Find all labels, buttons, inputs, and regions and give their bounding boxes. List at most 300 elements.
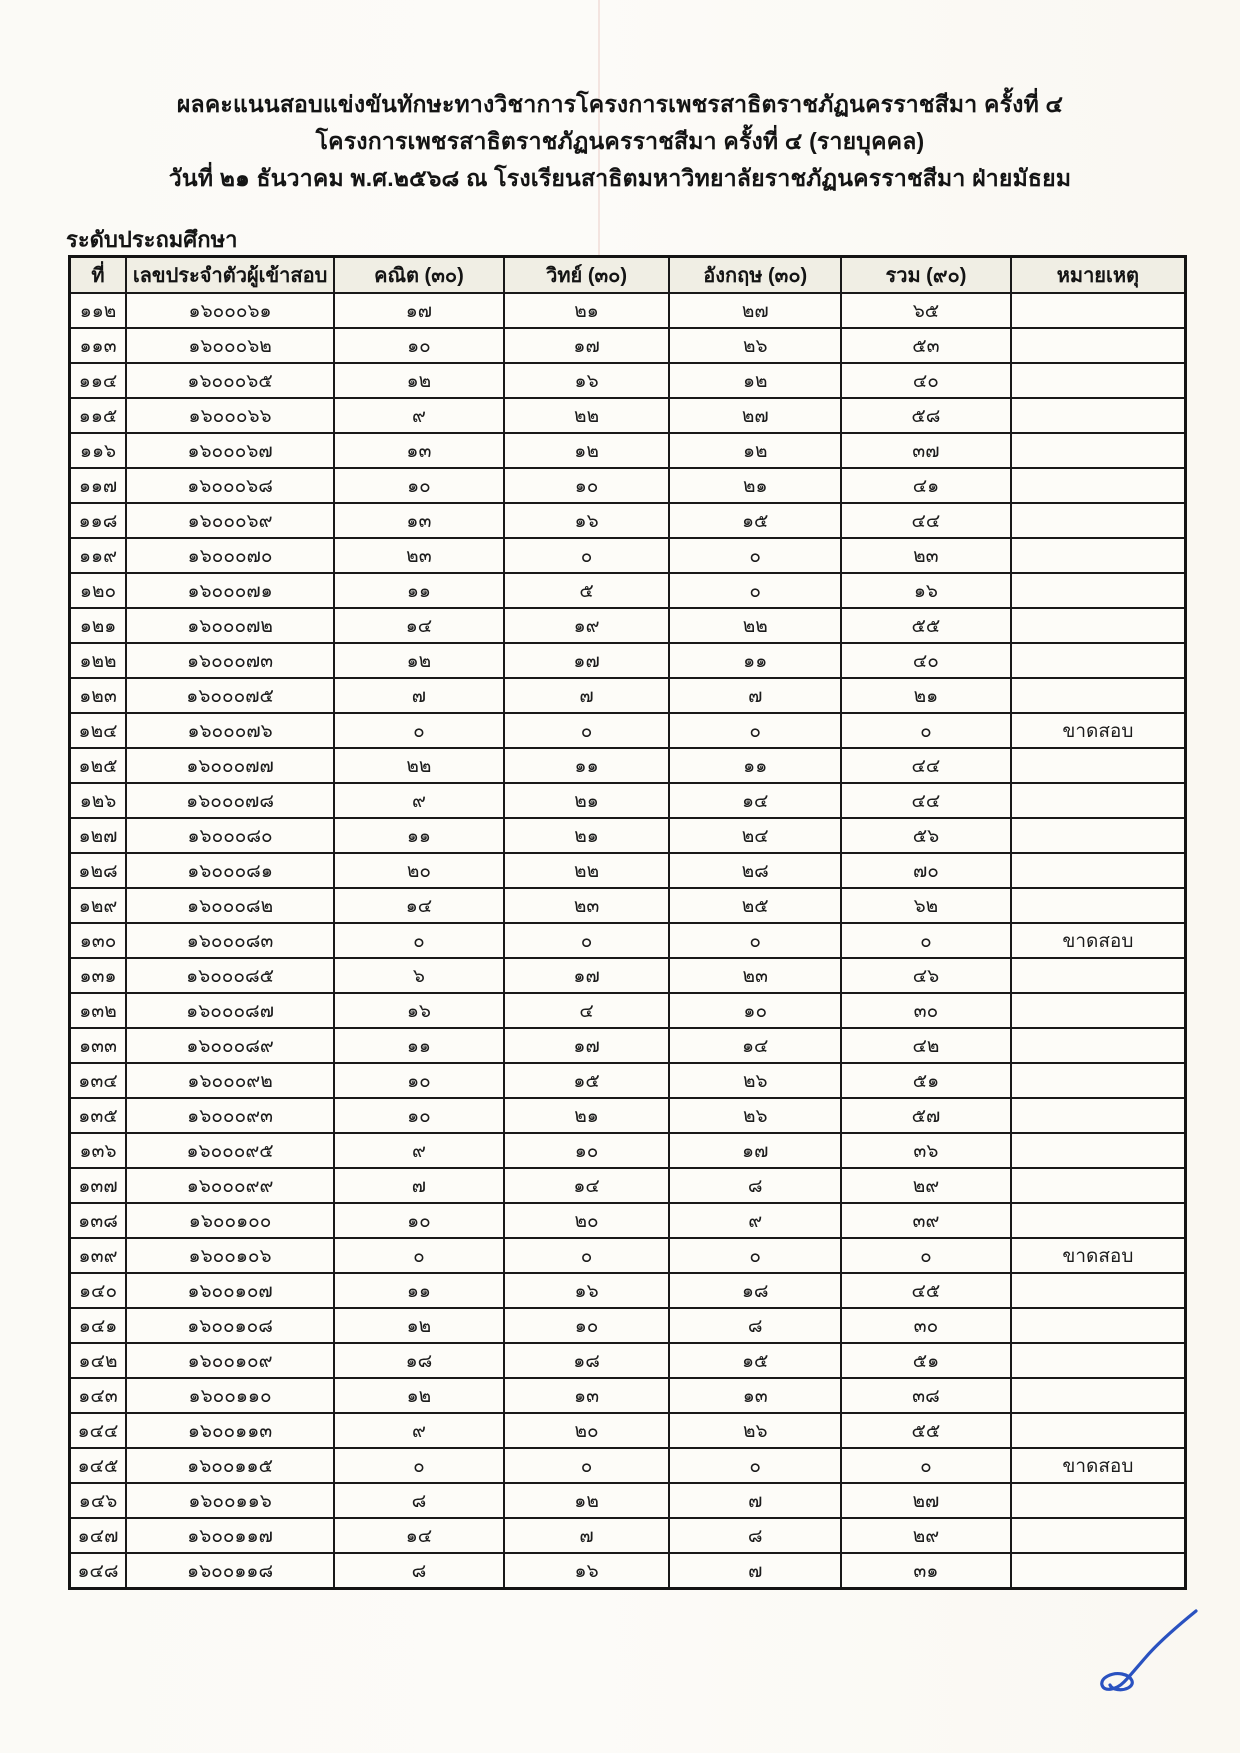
table-row xyxy=(70,1063,1186,1098)
score-cell: ๑๒๙ xyxy=(70,888,127,923)
score-cell: ๘ xyxy=(669,1168,841,1203)
score-cell: ๒๗ xyxy=(669,293,841,328)
score-cell: ๗ xyxy=(504,1518,670,1553)
score-cell: ๗ xyxy=(669,678,841,713)
score-cell: ๑๒ xyxy=(669,433,841,468)
score-cell: ๑๖ xyxy=(504,1273,670,1308)
score-cell: ๐ xyxy=(334,1448,504,1483)
table-row xyxy=(70,398,1186,433)
header-cell-2: คณิต (๓๐) xyxy=(334,257,504,294)
remark-cell xyxy=(1011,1378,1186,1413)
score-cell: ๑๒๖ xyxy=(70,783,127,818)
table-row xyxy=(70,713,1186,748)
table-row xyxy=(70,783,1186,818)
score-cell: ๑๖๐๐๐๙๕ xyxy=(126,1133,334,1168)
score-cell: ๐ xyxy=(841,1238,1011,1273)
score-cell: ๑๔๐ xyxy=(70,1273,127,1308)
remark-cell xyxy=(1011,538,1186,573)
score-cell: ๑๐ xyxy=(504,1308,670,1343)
remark-cell xyxy=(1011,328,1186,363)
score-cell: ๕๓ xyxy=(841,328,1011,363)
remark-cell xyxy=(1011,818,1186,853)
score-cell: ๑๒๗ xyxy=(70,818,127,853)
score-cell: ๑๑๗ xyxy=(70,468,127,503)
score-table-body xyxy=(70,293,1186,1589)
score-cell: ๒๖ xyxy=(669,1413,841,1448)
score-cell: ๕๗ xyxy=(841,1098,1011,1133)
score-cell: ๑๔๓ xyxy=(70,1378,127,1413)
score-cell: ๑๔๔ xyxy=(70,1413,127,1448)
remark-cell xyxy=(1011,1098,1186,1133)
score-cell: ๒๙ xyxy=(841,1168,1011,1203)
remark-cell xyxy=(1011,608,1186,643)
remark-cell xyxy=(1011,573,1186,608)
section-label: ระดับประถมศึกษา xyxy=(66,227,238,252)
table-row xyxy=(70,538,1186,573)
score-cell: ๑๔๒ xyxy=(70,1343,127,1378)
score-cell: ๒๘ xyxy=(669,853,841,888)
score-cell: ๑๖๐๐๑๐๘ xyxy=(126,1308,334,1343)
score-cell: ๑๗ xyxy=(334,293,504,328)
score-cell: ๑๖๐๐๐๗๗ xyxy=(126,748,334,783)
remark-cell xyxy=(1011,1343,1186,1378)
remark-cell: ขาดสอบ xyxy=(1011,1238,1186,1273)
score-cell: ๔๐ xyxy=(841,643,1011,678)
document-header xyxy=(0,86,1240,197)
score-cell: ๑๒ xyxy=(334,1378,504,1413)
score-cell: ๔๔ xyxy=(841,503,1011,538)
table-row xyxy=(70,1238,1186,1273)
score-cell: ๑๖๐๐๑๐๙ xyxy=(126,1343,334,1378)
score-cell: ๑๓๖ xyxy=(70,1133,127,1168)
table-row xyxy=(70,958,1186,993)
score-cell: ๒๑ xyxy=(504,1098,670,1133)
table-row xyxy=(70,468,1186,503)
table-row xyxy=(70,923,1186,958)
score-cell: ๑๘ xyxy=(669,1273,841,1308)
score-cell: ๒๐ xyxy=(504,1203,670,1238)
score-cell: ๖ xyxy=(334,958,504,993)
score-cell: ๑๓๙ xyxy=(70,1238,127,1273)
score-cell: ๔๕ xyxy=(841,1273,1011,1308)
score-cell: ๑๖๐๐๐๘๗ xyxy=(126,993,334,1028)
score-cell: ๑๙ xyxy=(504,608,670,643)
score-cell: ๒๕ xyxy=(669,888,841,923)
score-cell: ๒๑ xyxy=(504,293,670,328)
score-cell: ๔๖ xyxy=(841,958,1011,993)
score-cell: ๑๔ xyxy=(334,608,504,643)
remark-cell xyxy=(1011,363,1186,398)
score-cell: ๑๕ xyxy=(669,1343,841,1378)
score-cell: ๒๓ xyxy=(334,538,504,573)
score-cell: ๔๔ xyxy=(841,748,1011,783)
score-cell: ๑๖๐๐๐๖๗ xyxy=(126,433,334,468)
score-cell: ๑๑ xyxy=(669,748,841,783)
score-cell: ๑๐ xyxy=(504,1133,670,1168)
score-cell: ๕๕ xyxy=(841,608,1011,643)
remark-cell xyxy=(1011,293,1186,328)
score-cell: ๑๓๕ xyxy=(70,1098,127,1133)
score-cell: ๙ xyxy=(334,1133,504,1168)
table-row xyxy=(70,328,1186,363)
score-cell: ๑๖๐๐๐๘๑ xyxy=(126,853,334,888)
score-cell: ๓๑ xyxy=(841,1553,1011,1589)
table-row xyxy=(70,503,1186,538)
score-cell: ๑๖๐๐๑๑๐ xyxy=(126,1378,334,1413)
score-cell: ๑๖ xyxy=(504,363,670,398)
score-cell: ๔๑ xyxy=(841,468,1011,503)
score-cell: ๑๒ xyxy=(504,433,670,468)
score-cell: ๑๑ xyxy=(334,1273,504,1308)
score-cell: ๑๖๐๐๐๗๖ xyxy=(126,713,334,748)
score-cell: ๑๖๐๐๐๗๕ xyxy=(126,678,334,713)
score-cell: ๑๖๐๐๑๑๓ xyxy=(126,1413,334,1448)
score-cell: ๑๖๐๐๐๘๒ xyxy=(126,888,334,923)
score-cell: ๑๓๐ xyxy=(70,923,127,958)
score-cell: ๑๑๕ xyxy=(70,398,127,433)
score-cell: ๑๑๒ xyxy=(70,293,127,328)
score-cell: ๑๓ xyxy=(334,433,504,468)
score-cell: ๓๗ xyxy=(841,433,1011,468)
score-cell: ๑๖๐๐๑๑๗ xyxy=(126,1518,334,1553)
score-cell: ๑๖ xyxy=(334,993,504,1028)
score-cell: ๑๒๘ xyxy=(70,853,127,888)
score-cell: ๕ xyxy=(504,573,670,608)
score-cell: ๙ xyxy=(669,1203,841,1238)
score-cell: ๑๒๔ xyxy=(70,713,127,748)
score-cell: ๑๖๐๐๐๗๐ xyxy=(126,538,334,573)
score-cell: ๑๔๕ xyxy=(70,1448,127,1483)
score-cell: ๑๕ xyxy=(669,503,841,538)
score-cell: ๑๖๐๐๐๗๑ xyxy=(126,573,334,608)
score-cell: ๐ xyxy=(504,1448,670,1483)
table-row xyxy=(70,748,1186,783)
score-cell: ๑๓๘ xyxy=(70,1203,127,1238)
remark-cell xyxy=(1011,433,1186,468)
score-cell: ๓๘ xyxy=(841,1378,1011,1413)
table-row xyxy=(70,433,1186,468)
table-row xyxy=(70,1168,1186,1203)
remark-cell xyxy=(1011,678,1186,713)
remark-cell xyxy=(1011,1553,1186,1589)
table-row xyxy=(70,1308,1186,1343)
table-row xyxy=(70,1518,1186,1553)
remark-cell xyxy=(1011,1133,1186,1168)
score-cell: ๐ xyxy=(669,573,841,608)
table-row xyxy=(70,818,1186,853)
score-cell: ๘ xyxy=(334,1483,504,1518)
score-cell: ๑๓ xyxy=(334,503,504,538)
score-cell: ๓๙ xyxy=(841,1203,1011,1238)
score-cell: ๑๒ xyxy=(669,363,841,398)
score-cell: ๑๗ xyxy=(504,328,670,363)
remark-cell xyxy=(1011,1483,1186,1518)
table-row xyxy=(70,1413,1186,1448)
score-cell: ๖๕ xyxy=(841,293,1011,328)
score-cell: ๑๒ xyxy=(334,363,504,398)
score-cell: ๐ xyxy=(669,713,841,748)
score-cell: ๕๕ xyxy=(841,1413,1011,1448)
header-cell-4: อังกฤษ (๓๐) xyxy=(669,257,841,294)
score-cell: ๑๗ xyxy=(504,643,670,678)
score-cell: ๔๐ xyxy=(841,363,1011,398)
score-cell: ๒๙ xyxy=(841,1518,1011,1553)
score-cell: ๑๔ xyxy=(504,1168,670,1203)
score-cell: ๑๖๐๐๐๗๒ xyxy=(126,608,334,643)
score-cell: ๒๓ xyxy=(841,538,1011,573)
score-cell: ๒๑ xyxy=(504,818,670,853)
score-cell: ๑๔ xyxy=(669,783,841,818)
score-cell: ๑๑ xyxy=(334,1028,504,1063)
table-row xyxy=(70,1133,1186,1168)
remark-cell xyxy=(1011,1028,1186,1063)
score-cell: ๑๐ xyxy=(334,1203,504,1238)
score-cell: ๑๒๒ xyxy=(70,643,127,678)
score-cell: ๒๓ xyxy=(669,958,841,993)
score-cell: ๐ xyxy=(669,538,841,573)
score-cell: ๒๗ xyxy=(669,398,841,433)
score-cell: ๑๑ xyxy=(334,573,504,608)
score-cell: ๐ xyxy=(841,923,1011,958)
score-cell: ๑๖ xyxy=(504,503,670,538)
header-row xyxy=(70,257,1186,294)
score-cell: ๕๑ xyxy=(841,1063,1011,1098)
score-cell: ๑๐ xyxy=(334,1063,504,1098)
table-row xyxy=(70,1483,1186,1518)
score-cell: ๑๓๒ xyxy=(70,993,127,1028)
table-row xyxy=(70,888,1186,923)
remark-cell xyxy=(1011,1308,1186,1343)
score-cell: ๑๑๖ xyxy=(70,433,127,468)
score-cell: ๔๒ xyxy=(841,1028,1011,1063)
score-cell: ๑๐ xyxy=(504,468,670,503)
score-cell: ๓๐ xyxy=(841,1308,1011,1343)
score-cell: ๑๓๑ xyxy=(70,958,127,993)
table-row xyxy=(70,1448,1186,1483)
remark-cell xyxy=(1011,958,1186,993)
score-cell: ๑๕ xyxy=(504,1063,670,1098)
score-cell: ๗ xyxy=(669,1553,841,1589)
score-cell: ๐ xyxy=(334,1238,504,1273)
table-row xyxy=(70,293,1186,328)
score-cell: ๑๐ xyxy=(334,1098,504,1133)
score-cell: ๒๑ xyxy=(504,783,670,818)
remark-cell xyxy=(1011,993,1186,1028)
score-cell: ๗ xyxy=(334,678,504,713)
score-cell: ๒๗ xyxy=(841,1483,1011,1518)
score-cell: ๐ xyxy=(504,1238,670,1273)
score-table xyxy=(68,255,1187,1590)
score-cell: ๑๖๐๐๐๘๐ xyxy=(126,818,334,853)
remark-cell: ขาดสอบ xyxy=(1011,1448,1186,1483)
score-cell: ๑๐ xyxy=(334,328,504,363)
score-cell: ๑๑๓ xyxy=(70,328,127,363)
score-cell: ๐ xyxy=(504,713,670,748)
score-cell: ๗๐ xyxy=(841,853,1011,888)
score-cell: ๑๖๐๐๑๐๐ xyxy=(126,1203,334,1238)
score-cell: ๑๓๗ xyxy=(70,1168,127,1203)
remark-cell xyxy=(1011,1273,1186,1308)
score-cell: ๑๗ xyxy=(669,1133,841,1168)
score-cell: ๑๑๔ xyxy=(70,363,127,398)
table-row xyxy=(70,1098,1186,1133)
score-cell: ๓๐ xyxy=(841,993,1011,1028)
score-cell: ๑๔๖ xyxy=(70,1483,127,1518)
header-cell-5: รวม (๙๐) xyxy=(841,257,1011,294)
score-cell: ๑๖๐๐๐๙๓ xyxy=(126,1098,334,1133)
score-cell: ๑๓ xyxy=(669,1378,841,1413)
table-row xyxy=(70,608,1186,643)
score-cell: ๑๖๐๐๐๙๙ xyxy=(126,1168,334,1203)
score-cell: ๑๔ xyxy=(334,888,504,923)
score-cell: ๒๔ xyxy=(669,818,841,853)
score-cell: ๐ xyxy=(504,538,670,573)
remark-cell xyxy=(1011,888,1186,923)
table-row xyxy=(70,573,1186,608)
score-cell: ๐ xyxy=(841,713,1011,748)
score-cell: ๑๔๗ xyxy=(70,1518,127,1553)
score-cell: ๑๖๐๐๑๑๕ xyxy=(126,1448,334,1483)
score-cell: ๑๐ xyxy=(669,993,841,1028)
table-row xyxy=(70,853,1186,888)
score-cell: ๑๓๓ xyxy=(70,1028,127,1063)
score-cell: ๑๔ xyxy=(669,1028,841,1063)
score-cell: ๒๒ xyxy=(504,398,670,433)
header-cell-6: หมายเหตุ xyxy=(1011,257,1186,294)
remark-cell xyxy=(1011,1203,1186,1238)
score-cell: ๑๒ xyxy=(504,1483,670,1518)
score-cell: ๕๘ xyxy=(841,398,1011,433)
header-cell-3: วิทย์ (๓๐) xyxy=(504,257,670,294)
score-cell: ๑๑ xyxy=(669,643,841,678)
remark-cell: ขาดสอบ xyxy=(1011,923,1186,958)
score-cell: ๒๑ xyxy=(841,678,1011,713)
score-cell: ๑๖๐๐๑๑๖ xyxy=(126,1483,334,1518)
table-row xyxy=(70,678,1186,713)
score-cell: ๙ xyxy=(334,398,504,433)
score-cell: ๑๓ xyxy=(504,1378,670,1413)
score-cell: ๘ xyxy=(334,1553,504,1589)
score-cell: ๙ xyxy=(334,1413,504,1448)
score-cell: ๑๖๐๐๐๖๘ xyxy=(126,468,334,503)
document-title-line3: วันที่ ๒๑ ธันวาคม พ.ศ.๒๕๖๘ ณ โรงเรียนสาธิตมหาวิทยาลัยราชภัฏนครราชสีมา ฝ่ายมัธยม xyxy=(168,165,1072,191)
score-cell: ๐ xyxy=(841,1448,1011,1483)
document-title-line2: โครงการเพชรสาธิตราชภัฏนครราชสีมา ครั้งที่ ๔ (รายบุคคล) xyxy=(315,128,925,154)
score-cell: ๕๖ xyxy=(841,818,1011,853)
score-cell: ๗ xyxy=(669,1483,841,1518)
score-cell: ๔ xyxy=(504,993,670,1028)
score-cell: ๗ xyxy=(334,1168,504,1203)
score-cell: ๙ xyxy=(334,783,504,818)
score-cell: ๘ xyxy=(669,1308,841,1343)
score-cell: ๐ xyxy=(669,1238,841,1273)
score-cell: ๐ xyxy=(334,713,504,748)
remark-cell xyxy=(1011,1413,1186,1448)
score-cell: ๒๒ xyxy=(334,748,504,783)
remark-cell xyxy=(1011,748,1186,783)
score-cell: ๑๗ xyxy=(504,1028,670,1063)
score-cell: ๐ xyxy=(504,923,670,958)
header-cell-1: เลขประจำตัวผู้เข้าสอบ xyxy=(126,257,334,294)
score-cell: ๒๑ xyxy=(669,468,841,503)
score-cell: ๑๒ xyxy=(334,1308,504,1343)
table-row xyxy=(70,1028,1186,1063)
score-cell: ๑๔๘ xyxy=(70,1553,127,1589)
remark-cell: ขาดสอบ xyxy=(1011,713,1186,748)
score-cell: ๒๐ xyxy=(504,1413,670,1448)
score-cell: ๐ xyxy=(669,923,841,958)
score-cell: ๑๒๕ xyxy=(70,748,127,783)
score-cell: ๒๖ xyxy=(669,1063,841,1098)
score-cell: ๒๐ xyxy=(334,853,504,888)
table-row xyxy=(70,1343,1186,1378)
score-cell: ๑๖๐๐๐๖๖ xyxy=(126,398,334,433)
score-cell: ๑๔๑ xyxy=(70,1308,127,1343)
score-cell: ๑๖๐๐๐๘๕ xyxy=(126,958,334,993)
score-cell: ๒๖ xyxy=(669,1098,841,1133)
score-cell: ๒๒ xyxy=(504,853,670,888)
score-cell: ๑๒๓ xyxy=(70,678,127,713)
score-cell: ๑๑ xyxy=(504,748,670,783)
score-cell: ๑๖๐๐๐๖๒ xyxy=(126,328,334,363)
table-row xyxy=(70,1203,1186,1238)
score-cell: ๒๓ xyxy=(504,888,670,923)
table-row xyxy=(70,363,1186,398)
remark-cell xyxy=(1011,1168,1186,1203)
table-row xyxy=(70,1273,1186,1308)
remark-cell xyxy=(1011,853,1186,888)
score-cell: ๑๐ xyxy=(334,468,504,503)
score-cell: ๑๒๑ xyxy=(70,608,127,643)
score-cell: ๑๑ xyxy=(334,818,504,853)
table-row xyxy=(70,1378,1186,1413)
score-cell: ๓๖ xyxy=(841,1133,1011,1168)
remark-cell xyxy=(1011,1518,1186,1553)
table-row xyxy=(70,1553,1186,1589)
score-cell: ๑๗ xyxy=(504,958,670,993)
score-cell: ๑๒ xyxy=(334,643,504,678)
score-cell: ๑๘ xyxy=(504,1343,670,1378)
score-cell: ๕๑ xyxy=(841,1343,1011,1378)
score-cell: ๑๖๐๐๐๘๙ xyxy=(126,1028,334,1063)
table-row xyxy=(70,993,1186,1028)
score-cell: ๑๑๙ xyxy=(70,538,127,573)
score-cell: ๗ xyxy=(504,678,670,713)
remark-cell xyxy=(1011,468,1186,503)
remark-cell xyxy=(1011,643,1186,678)
score-cell: ๘ xyxy=(669,1518,841,1553)
score-cell: ๑๖๐๐๑๐๖ xyxy=(126,1238,334,1273)
score-table-header xyxy=(70,257,1186,294)
score-cell: ๒๖ xyxy=(669,328,841,363)
document-title-line1: ผลคะแนนสอบแข่งขันทักษะทางวิชาการโครงการเพชรสาธิตราชภัฏนครราชสีมา ครั้งที่ ๔ xyxy=(176,91,1064,117)
score-cell: ๖๒ xyxy=(841,888,1011,923)
score-cell: ๑๖๐๐๐๗๓ xyxy=(126,643,334,678)
score-cell: ๑๖ xyxy=(504,1553,670,1589)
score-cell: ๑๖๐๐๐๙๒ xyxy=(126,1063,334,1098)
remark-cell xyxy=(1011,503,1186,538)
score-cell: ๔๔ xyxy=(841,783,1011,818)
header-cell-0: ที่ xyxy=(70,257,127,294)
score-cell: ๑๖๐๐๐๖๙ xyxy=(126,503,334,538)
score-cell: ๐ xyxy=(334,923,504,958)
score-cell: ๑๖๐๐๐๖๕ xyxy=(126,363,334,398)
score-cell: ๒๒ xyxy=(669,608,841,643)
score-cell: ๐ xyxy=(669,1448,841,1483)
score-cell: ๑๑๘ xyxy=(70,503,127,538)
score-cell: ๑๖๐๐๐๘๓ xyxy=(126,923,334,958)
score-cell: ๑๖ xyxy=(841,573,1011,608)
